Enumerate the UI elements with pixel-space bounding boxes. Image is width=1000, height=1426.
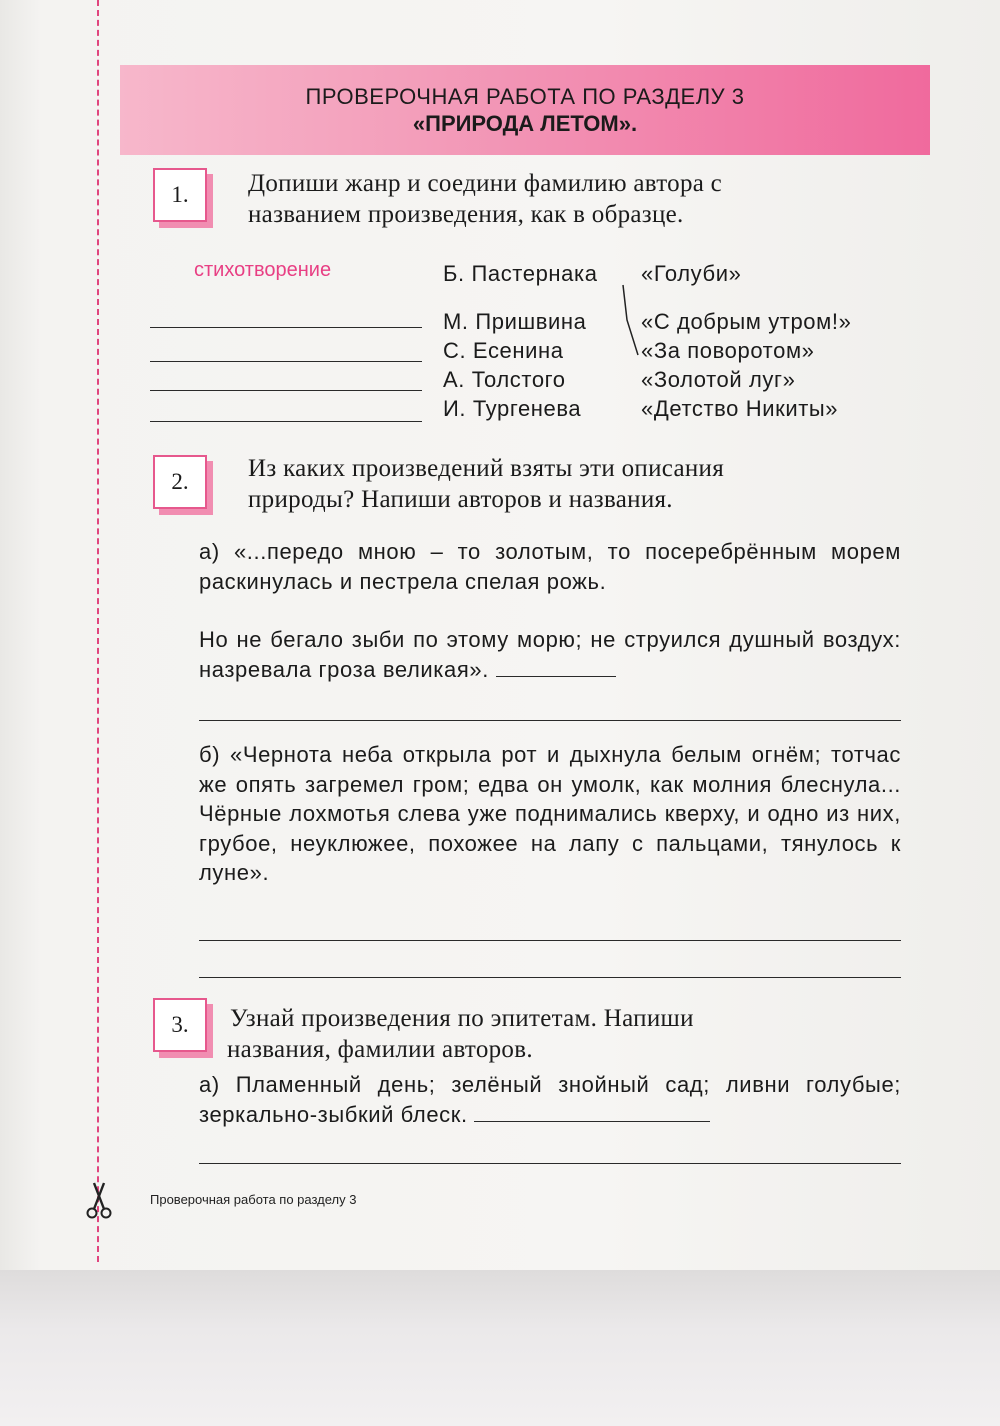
cut-line bbox=[97, 0, 99, 1262]
task1-instruction-line1: Допиши жанр и соедини фамилию автора с bbox=[248, 170, 723, 197]
scissors-icon bbox=[84, 1180, 114, 1220]
task3-instruction-line2: названия, фамилии авторов. bbox=[227, 1036, 533, 1063]
author-item[interactable]: М. Пришвина bbox=[443, 309, 587, 334]
task-number-2: 2. bbox=[153, 455, 207, 509]
genre-answer-line[interactable] bbox=[150, 361, 422, 362]
header-title: ПРОВЕРОЧНАЯ РАБОТА ПО РАЗДЕЛУ 3 bbox=[305, 84, 745, 109]
task1-instruction-line2: названием произведения, как в образце. bbox=[248, 201, 684, 228]
header-subtitle: «ПРИРОДА ЛЕТОМ». bbox=[412, 111, 638, 136]
author-item[interactable]: С. Есенина bbox=[443, 338, 564, 363]
genre-answer-line[interactable] bbox=[150, 421, 422, 422]
task3-epithets-a bbox=[199, 1070, 901, 1129]
task3-instruction-line1: Узнай произведения по эпитетам. Напиши bbox=[230, 1005, 694, 1032]
task-number-1: 1. bbox=[153, 168, 207, 222]
task2-passage-a-part2 bbox=[199, 625, 901, 684]
task-number-3: 3. bbox=[153, 998, 207, 1052]
answer-line[interactable] bbox=[474, 1121, 710, 1122]
answer-line[interactable] bbox=[199, 1163, 901, 1164]
page-footer: Проверочная работа по разделу 3 bbox=[150, 1192, 357, 1207]
work-title-item[interactable]: «С добрым утром!» bbox=[641, 309, 852, 334]
sample-genre-answer: стихотворение bbox=[194, 259, 332, 281]
answer-line[interactable] bbox=[199, 977, 901, 978]
genre-answer-line[interactable] bbox=[150, 327, 422, 328]
task2-instruction-line1: Из каких произведений взяты эти описания bbox=[248, 455, 725, 482]
work-title-item[interactable]: «Голуби» bbox=[641, 261, 742, 286]
task2-passage-b: б) «Чернота неба открыла рот и дыхнула белым огнём; тотчас же опять загремел гром; едва он умолк, как молния блеснула... Чёрные лохмотья слева уже поднимались кверху, и одно из них, грубое, неуклюжее, похожее на лапу с пальцами, тянулось к луне». bbox=[199, 742, 901, 885]
task2-passage-a-part2-text: Но не бегало зыби по этому морю; не струился душный воздух: назревала гроза великая». bbox=[199, 627, 901, 682]
author-item[interactable]: А. Толстого bbox=[443, 367, 566, 392]
work-title-item[interactable]: «Золотой луг» bbox=[641, 367, 796, 392]
task2-instruction-line2: природы? Напиши авторов и названия. bbox=[248, 486, 673, 513]
answer-line[interactable] bbox=[199, 940, 901, 941]
page-bottom-edge bbox=[0, 1270, 1000, 1426]
author-item[interactable]: И. Тургенева bbox=[443, 396, 582, 421]
task2-passage-a-part1: а) «...передо мною – то золотым, то посеребрённым морем раскинулась и пестрела спелая рожь. bbox=[199, 539, 901, 594]
section-header bbox=[120, 65, 930, 155]
work-title-item[interactable]: «Детство Никиты» bbox=[641, 396, 839, 421]
answer-line[interactable] bbox=[496, 676, 616, 677]
genre-answer-line[interactable] bbox=[150, 390, 422, 391]
task3-epithets-a-text: а) Пламенный день; зелёный знойный сад; ливни голубые; зеркально-зыбкий блеск. bbox=[199, 1072, 901, 1127]
author-item[interactable]: Б. Пастернака bbox=[443, 261, 598, 286]
answer-line[interactable] bbox=[199, 720, 901, 721]
work-title-item[interactable]: «За поворотом» bbox=[641, 338, 815, 363]
